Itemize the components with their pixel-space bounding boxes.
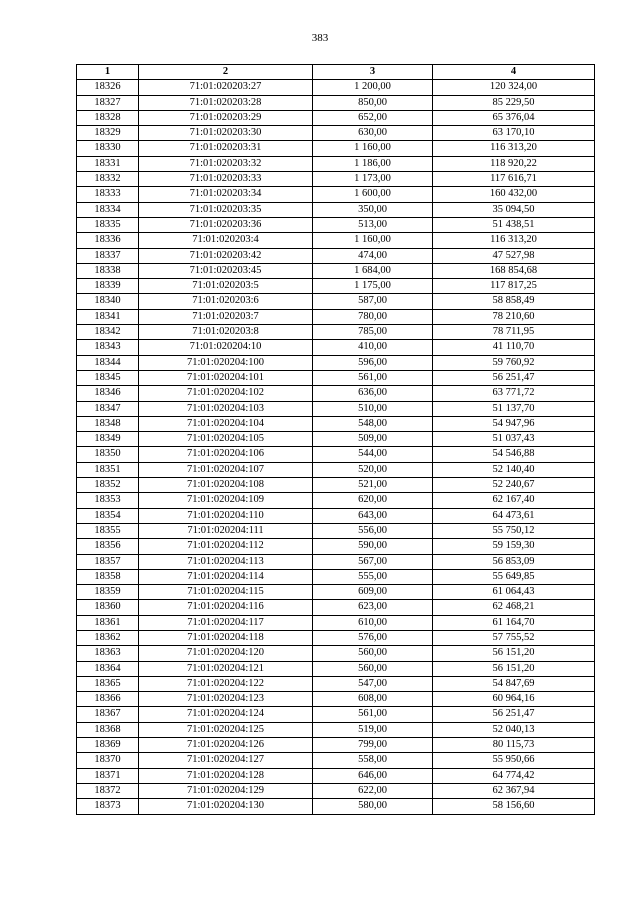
area-cell: 521,00 <box>313 478 433 493</box>
cadastral-number-cell: 71:01:020204:124 <box>139 707 313 722</box>
value-cell: 51 037,43 <box>433 432 595 447</box>
area-cell: 1 200,00 <box>313 80 433 95</box>
area-cell: 474,00 <box>313 248 433 263</box>
table-row <box>77 217 595 232</box>
area-cell: 610,00 <box>313 615 433 630</box>
area-cell: 596,00 <box>313 355 433 370</box>
area-cell: 560,00 <box>313 661 433 676</box>
value-cell: 116 313,20 <box>433 233 595 248</box>
cadastral-number-cell: 71:01:020204:125 <box>139 722 313 737</box>
table-row <box>77 447 595 462</box>
area-cell: 630,00 <box>313 126 433 141</box>
area-cell: 350,00 <box>313 202 433 217</box>
row-number-cell: 18373 <box>77 799 139 814</box>
cadastral-number-cell: 71:01:020204:129 <box>139 783 313 798</box>
value-cell: 59 760,92 <box>433 355 595 370</box>
row-number-cell: 18348 <box>77 416 139 431</box>
value-cell: 56 151,20 <box>433 646 595 661</box>
cadastral-number-cell: 71:01:020203:45 <box>139 263 313 278</box>
value-cell: 58 156,60 <box>433 799 595 814</box>
table-row <box>77 110 595 125</box>
cadastral-number-cell: 71:01:020204:111 <box>139 523 313 538</box>
area-cell: 519,00 <box>313 722 433 737</box>
value-cell: 55 950,66 <box>433 753 595 768</box>
table-row <box>77 768 595 783</box>
table-row <box>77 462 595 477</box>
value-cell: 56 853,09 <box>433 554 595 569</box>
area-cell: 1 160,00 <box>313 141 433 156</box>
table-row <box>77 615 595 630</box>
table-row <box>77 263 595 278</box>
area-cell: 558,00 <box>313 753 433 768</box>
cadastral-number-cell: 71:01:020203:8 <box>139 325 313 340</box>
cadastral-number-cell: 71:01:020204:100 <box>139 355 313 370</box>
value-cell: 60 964,16 <box>433 692 595 707</box>
value-cell: 55 649,85 <box>433 569 595 584</box>
area-cell: 1 684,00 <box>313 263 433 278</box>
row-number-cell: 18328 <box>77 110 139 125</box>
row-number-cell: 18353 <box>77 493 139 508</box>
value-cell: 59 159,30 <box>433 539 595 554</box>
row-number-cell: 18361 <box>77 615 139 630</box>
table-row <box>77 202 595 217</box>
cadastral-number-cell: 71:01:020203:35 <box>139 202 313 217</box>
area-cell: 636,00 <box>313 386 433 401</box>
table-row <box>77 738 595 753</box>
table-row <box>77 707 595 722</box>
area-cell: 547,00 <box>313 676 433 691</box>
area-cell: 652,00 <box>313 110 433 125</box>
value-cell: 51 438,51 <box>433 217 595 232</box>
area-cell: 560,00 <box>313 646 433 661</box>
row-number-cell: 18355 <box>77 523 139 538</box>
cadastral-number-cell: 71:01:020203:33 <box>139 172 313 187</box>
table-row <box>77 569 595 584</box>
row-number-cell: 18336 <box>77 233 139 248</box>
row-number-cell: 18335 <box>77 217 139 232</box>
area-cell: 799,00 <box>313 738 433 753</box>
cadastral-number-cell: 71:01:020204:10 <box>139 340 313 355</box>
value-cell: 168 854,68 <box>433 263 595 278</box>
table-row <box>77 370 595 385</box>
row-number-cell: 18359 <box>77 585 139 600</box>
page-number: 383 <box>311 32 329 44</box>
value-cell: 41 110,70 <box>433 340 595 355</box>
value-cell: 58 858,49 <box>433 294 595 309</box>
table-row <box>77 340 595 355</box>
row-number-cell: 18340 <box>77 294 139 309</box>
row-number-cell: 18329 <box>77 126 139 141</box>
row-number-cell: 18330 <box>77 141 139 156</box>
value-cell: 117 817,25 <box>433 279 595 294</box>
row-number-cell: 18333 <box>77 187 139 202</box>
cadastral-number-cell: 71:01:020204:104 <box>139 416 313 431</box>
cadastral-number-cell: 71:01:020203:28 <box>139 95 313 110</box>
table-row <box>77 416 595 431</box>
value-cell: 63 170,10 <box>433 126 595 141</box>
row-number-cell: 18369 <box>77 738 139 753</box>
table-row <box>77 523 595 538</box>
cadastral-number-cell: 71:01:020204:122 <box>139 676 313 691</box>
table-row <box>77 141 595 156</box>
area-cell: 510,00 <box>313 401 433 416</box>
row-number-cell: 18339 <box>77 279 139 294</box>
value-cell: 56 151,20 <box>433 661 595 676</box>
value-cell: 52 140,40 <box>433 462 595 477</box>
cadastral-number-cell: 71:01:020204:112 <box>139 539 313 554</box>
table-row <box>77 95 595 110</box>
row-number-cell: 18337 <box>77 248 139 263</box>
value-cell: 64 473,61 <box>433 508 595 523</box>
cadastral-number-cell: 71:01:020204:101 <box>139 370 313 385</box>
table-row <box>77 585 595 600</box>
area-cell: 561,00 <box>313 370 433 385</box>
row-number-cell: 18342 <box>77 325 139 340</box>
row-number-cell: 18358 <box>77 569 139 584</box>
area-cell: 587,00 <box>313 294 433 309</box>
row-number-cell: 18368 <box>77 722 139 737</box>
value-cell: 35 094,50 <box>433 202 595 217</box>
row-number-cell: 18363 <box>77 646 139 661</box>
value-cell: 51 137,70 <box>433 401 595 416</box>
area-cell: 623,00 <box>313 600 433 615</box>
cadastral-number-cell: 71:01:020203:29 <box>139 110 313 125</box>
table-row <box>77 325 595 340</box>
table-row <box>77 799 595 814</box>
area-cell: 1 186,00 <box>313 156 433 171</box>
row-number-cell: 18354 <box>77 508 139 523</box>
value-cell: 61 164,70 <box>433 615 595 630</box>
cadastral-number-cell: 71:01:020203:42 <box>139 248 313 263</box>
row-number-cell: 18347 <box>77 401 139 416</box>
area-cell: 561,00 <box>313 707 433 722</box>
row-number-cell: 18334 <box>77 202 139 217</box>
column-header-3: 3 <box>313 65 433 80</box>
header-row <box>77 65 595 80</box>
table-row <box>77 630 595 645</box>
area-cell: 410,00 <box>313 340 433 355</box>
value-cell: 120 324,00 <box>433 80 595 95</box>
value-cell: 61 064,43 <box>433 585 595 600</box>
area-cell: 646,00 <box>313 768 433 783</box>
table-row <box>77 233 595 248</box>
area-cell: 1 175,00 <box>313 279 433 294</box>
area-cell: 580,00 <box>313 799 433 814</box>
area-cell: 608,00 <box>313 692 433 707</box>
cadastral-number-cell: 71:01:020204:102 <box>139 386 313 401</box>
cadastral-number-cell: 71:01:020204:109 <box>139 493 313 508</box>
area-cell: 780,00 <box>313 309 433 324</box>
value-cell: 54 847,69 <box>433 676 595 691</box>
value-cell: 52 240,67 <box>433 478 595 493</box>
cadastral-number-cell: 71:01:020204:113 <box>139 554 313 569</box>
value-cell: 56 251,47 <box>433 370 595 385</box>
value-cell: 117 616,71 <box>433 172 595 187</box>
cadastral-number-cell: 71:01:020204:130 <box>139 799 313 814</box>
table-row <box>77 355 595 370</box>
row-number-cell: 18344 <box>77 355 139 370</box>
value-cell: 116 313,20 <box>433 141 595 156</box>
row-number-cell: 18366 <box>77 692 139 707</box>
value-cell: 54 947,96 <box>433 416 595 431</box>
value-cell: 80 115,73 <box>433 738 595 753</box>
value-cell: 56 251,47 <box>433 707 595 722</box>
table-row <box>77 753 595 768</box>
area-cell: 509,00 <box>313 432 433 447</box>
table-row <box>77 493 595 508</box>
row-number-cell: 18346 <box>77 386 139 401</box>
column-header-2: 2 <box>139 65 313 80</box>
area-cell: 622,00 <box>313 783 433 798</box>
cadastral-number-cell: 71:01:020203:7 <box>139 309 313 324</box>
table-row <box>77 187 595 202</box>
area-cell: 1 173,00 <box>313 172 433 187</box>
row-number-cell: 18331 <box>77 156 139 171</box>
cadastral-number-cell: 71:01:020204:106 <box>139 447 313 462</box>
table-row <box>77 386 595 401</box>
table-row <box>77 279 595 294</box>
table-row <box>77 722 595 737</box>
row-number-cell: 18372 <box>77 783 139 798</box>
table-row <box>77 539 595 554</box>
area-cell: 556,00 <box>313 523 433 538</box>
row-number-cell: 18341 <box>77 309 139 324</box>
table-row <box>77 600 595 615</box>
table-row <box>77 401 595 416</box>
row-number-cell: 18371 <box>77 768 139 783</box>
value-cell: 63 771,72 <box>433 386 595 401</box>
table-row <box>77 156 595 171</box>
cadastral-number-cell: 71:01:020203:36 <box>139 217 313 232</box>
row-number-cell: 18367 <box>77 707 139 722</box>
cadastral-number-cell: 71:01:020204:103 <box>139 401 313 416</box>
table-row <box>77 478 595 493</box>
value-cell: 52 040,13 <box>433 722 595 737</box>
cadastral-number-cell: 71:01:020204:117 <box>139 615 313 630</box>
value-cell: 85 229,50 <box>433 95 595 110</box>
row-number-cell: 18362 <box>77 630 139 645</box>
table-row <box>77 80 595 95</box>
area-cell: 548,00 <box>313 416 433 431</box>
area-cell: 643,00 <box>313 508 433 523</box>
table-row <box>77 248 595 263</box>
table-row <box>77 692 595 707</box>
value-cell: 57 755,52 <box>433 630 595 645</box>
row-number-cell: 18356 <box>77 539 139 554</box>
cadastral-number-cell: 71:01:020204:120 <box>139 646 313 661</box>
area-cell: 513,00 <box>313 217 433 232</box>
cadastral-number-cell: 71:01:020204:128 <box>139 768 313 783</box>
cadastral-number-cell: 71:01:020203:6 <box>139 294 313 309</box>
cadastral-number-cell: 71:01:020204:123 <box>139 692 313 707</box>
value-cell: 160 432,00 <box>433 187 595 202</box>
table-row <box>77 783 595 798</box>
row-number-cell: 18364 <box>77 661 139 676</box>
row-number-cell: 18338 <box>77 263 139 278</box>
table-row <box>77 432 595 447</box>
cadastral-number-cell: 71:01:020204:126 <box>139 738 313 753</box>
area-cell: 1 160,00 <box>313 233 433 248</box>
column-header-1: 1 <box>77 65 139 80</box>
cadastral-number-cell: 71:01:020204:115 <box>139 585 313 600</box>
table-row <box>77 676 595 691</box>
area-cell: 555,00 <box>313 569 433 584</box>
value-cell: 62 167,40 <box>433 493 595 508</box>
cadastral-number-cell: 71:01:020204:114 <box>139 569 313 584</box>
cadastral-number-cell: 71:01:020204:110 <box>139 508 313 523</box>
value-cell: 78 210,60 <box>433 309 595 324</box>
row-number-cell: 18327 <box>77 95 139 110</box>
row-number-cell: 18326 <box>77 80 139 95</box>
cadastral-number-cell: 71:01:020203:27 <box>139 80 313 95</box>
area-cell: 567,00 <box>313 554 433 569</box>
value-cell: 47 527,98 <box>433 248 595 263</box>
area-cell: 590,00 <box>313 539 433 554</box>
cadastral-number-cell: 71:01:020203:30 <box>139 126 313 141</box>
area-cell: 544,00 <box>313 447 433 462</box>
data-table <box>76 64 595 815</box>
table-body <box>77 80 595 814</box>
row-number-cell: 18351 <box>77 462 139 477</box>
cadastral-number-cell: 71:01:020204:108 <box>139 478 313 493</box>
row-number-cell: 18345 <box>77 370 139 385</box>
row-number-cell: 18343 <box>77 340 139 355</box>
value-cell: 55 750,12 <box>433 523 595 538</box>
table-row <box>77 508 595 523</box>
row-number-cell: 18352 <box>77 478 139 493</box>
value-cell: 54 546,88 <box>433 447 595 462</box>
cadastral-number-cell: 71:01:020204:105 <box>139 432 313 447</box>
table-row <box>77 126 595 141</box>
cadastral-number-cell: 71:01:020203:4 <box>139 233 313 248</box>
table-row <box>77 661 595 676</box>
value-cell: 62 367,94 <box>433 783 595 798</box>
value-cell: 65 376,04 <box>433 110 595 125</box>
area-cell: 850,00 <box>313 95 433 110</box>
area-cell: 576,00 <box>313 630 433 645</box>
value-cell: 78 711,95 <box>433 325 595 340</box>
cadastral-number-cell: 71:01:020204:116 <box>139 600 313 615</box>
area-cell: 520,00 <box>313 462 433 477</box>
area-cell: 609,00 <box>313 585 433 600</box>
cadastral-number-cell: 71:01:020203:5 <box>139 279 313 294</box>
table-row <box>77 554 595 569</box>
cadastral-number-cell: 71:01:020204:121 <box>139 661 313 676</box>
row-number-cell: 18365 <box>77 676 139 691</box>
cadastral-number-cell: 71:01:020204:118 <box>139 630 313 645</box>
table-row <box>77 309 595 324</box>
area-cell: 1 600,00 <box>313 187 433 202</box>
cadastral-number-cell: 71:01:020203:34 <box>139 187 313 202</box>
cadastral-number-cell: 71:01:020204:127 <box>139 753 313 768</box>
value-cell: 118 920,22 <box>433 156 595 171</box>
row-number-cell: 18349 <box>77 432 139 447</box>
cadastral-number-cell: 71:01:020204:107 <box>139 462 313 477</box>
row-number-cell: 18350 <box>77 447 139 462</box>
table-row <box>77 646 595 661</box>
value-cell: 64 774,42 <box>433 768 595 783</box>
area-cell: 785,00 <box>313 325 433 340</box>
column-header-4: 4 <box>433 65 595 80</box>
area-cell: 620,00 <box>313 493 433 508</box>
row-number-cell: 18360 <box>77 600 139 615</box>
cadastral-number-cell: 71:01:020203:32 <box>139 156 313 171</box>
row-number-cell: 18332 <box>77 172 139 187</box>
table-row <box>77 172 595 187</box>
row-number-cell: 18357 <box>77 554 139 569</box>
table-row <box>77 294 595 309</box>
row-number-cell: 18370 <box>77 753 139 768</box>
value-cell: 62 468,21 <box>433 600 595 615</box>
cadastral-number-cell: 71:01:020203:31 <box>139 141 313 156</box>
